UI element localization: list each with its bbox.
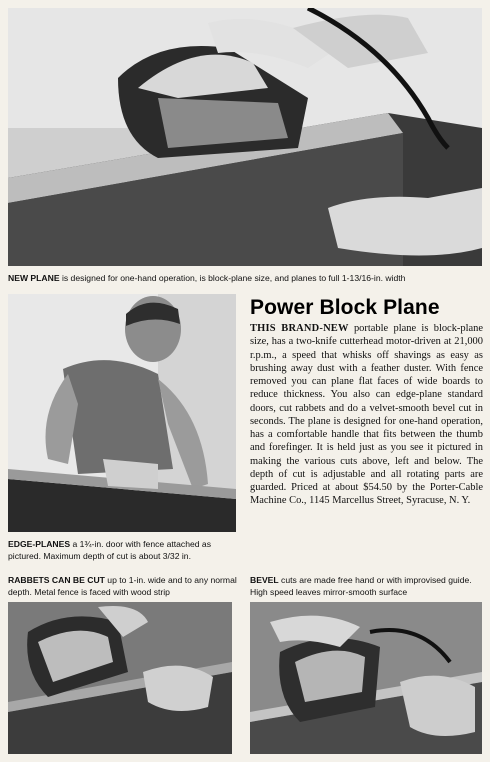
caption-bevel	[250, 574, 486, 598]
caption-new-plane	[8, 272, 484, 284]
photo-edge-planing-door	[8, 294, 236, 532]
caption-text: a 1¾-in. door with fence attached as pictured. Maximum depth of cut is about 3/32 in.	[8, 539, 212, 561]
caption-edge-planes	[8, 538, 238, 562]
article-lead: THIS BRAND-NEW	[250, 323, 349, 334]
article-title: Power Block Plane	[250, 296, 440, 319]
caption-rabbets	[8, 574, 240, 598]
article-body	[250, 322, 483, 508]
caption-text: up to 1-in. wide and to any normal depth. Metal fence is faced with wood strip	[8, 575, 237, 597]
caption-lead: RABBETS CAN BE CUT	[8, 575, 105, 585]
article-text: portable plane is block-plane size, has a two-knife cutterhead motor-driven at 21,000 r.p.m., a speed that whisks off shavings as easy as brushing away dust with a feather duster. With fence removed you can plane flat faces of wide boards to reduce thickness. You also can edge-plane standard doors, cut rabbets and do a velvet-smooth bevel cut in seconds. The plane is designed for one-hand operation, has a comfortable handle that fits between the thumb and forefinger. It is held just as you see it pictured in making the various cuts above, left and below. The depth of cut is adjustable and all rotating parts are guarded. Priced at about $54.50 by the Porter-Cable Machine Co., 1145 Marcellus Street, Syracuse, N. Y.	[250, 323, 483, 507]
photo-rabbet-cut	[8, 602, 232, 754]
photo-bevel-cut	[250, 602, 482, 754]
caption-text: cuts are made free hand or with improvised guide. High speed leaves mirror-smooth surface	[250, 575, 472, 597]
caption-lead: NEW PLANE	[8, 273, 60, 283]
caption-lead: BEVEL	[250, 575, 279, 585]
caption-lead: EDGE-PLANES	[8, 539, 71, 549]
photo-plane-on-board	[8, 8, 482, 266]
caption-text: is designed for one-hand operation, is block-plane size, and planes to full 1-13/16-in. width	[59, 273, 406, 283]
